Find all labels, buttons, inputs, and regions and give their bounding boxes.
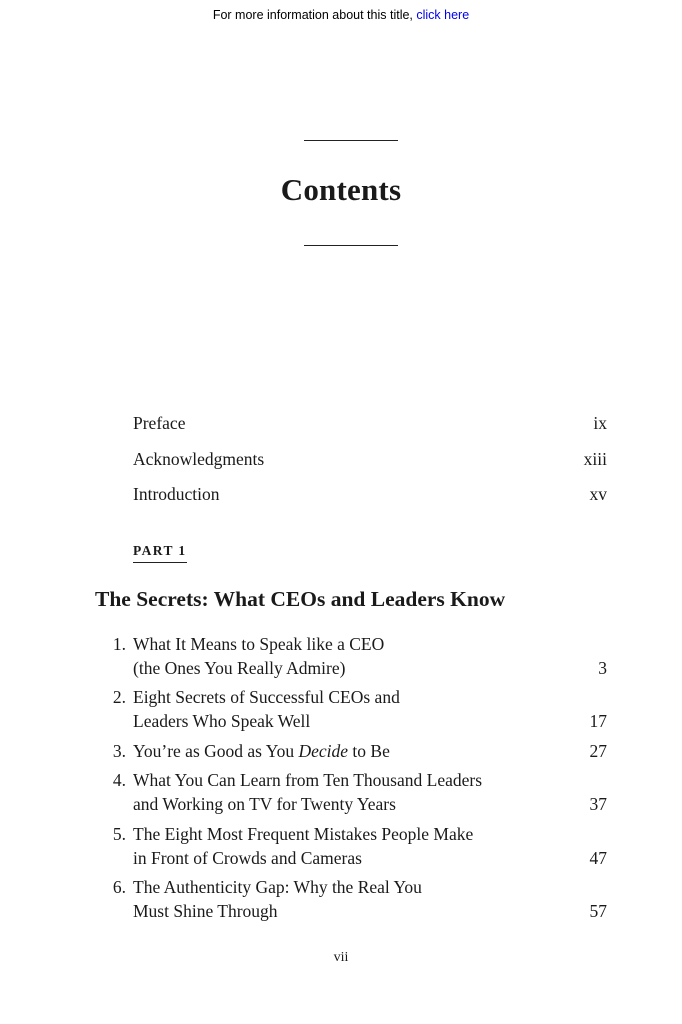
- top-note: [0, 8, 682, 22]
- toc-entry-label: Acknowledgments: [133, 449, 265, 469]
- chapter-title-part-b: to Be: [348, 741, 390, 761]
- top-note-text: For more information about this title,: [212, 8, 417, 22]
- chapter-title-line-1: What You Can Learn from Ten Thousand Leaders: [133, 770, 483, 790]
- chapter-number: 1.: [112, 634, 126, 654]
- chapter-number: 2.: [112, 687, 126, 707]
- toc-chapter-4[interactable]: [100, 768, 607, 816]
- chapter-title-line-2: and Working on TV for Twenty Years: [133, 794, 396, 814]
- toc-entry-label: Introduction: [133, 484, 220, 504]
- chapter-number: 3.: [112, 741, 126, 761]
- chapter-title-line-2: Must Shine Through: [133, 901, 278, 921]
- toc-entry-page: xv: [589, 484, 607, 504]
- toc-entry-preface[interactable]: [133, 413, 607, 437]
- toc-entry-page: xiii: [583, 449, 607, 469]
- chapter-title-line-2: (the Ones You Really Admire): [133, 658, 346, 678]
- chapter-title-part-a: You’re as Good as You: [133, 741, 299, 761]
- toc-chapter-1[interactable]: [100, 632, 607, 680]
- page-number: vii: [333, 950, 349, 965]
- chapter-number: 6.: [112, 877, 126, 897]
- chapter-title-line-1: The Eight Most Frequent Mistakes People Make: [133, 824, 474, 844]
- chapter-title-emphasis: Decide: [298, 741, 349, 761]
- chapter-title-line-1: What It Means to Speak like a CEO: [133, 634, 385, 654]
- chapter-page: 27: [589, 741, 607, 761]
- chapter-page: 17: [589, 711, 607, 731]
- toc-entry-label: Preface: [133, 413, 186, 433]
- chapter-page: 37: [589, 794, 607, 814]
- toc-chapter-6[interactable]: [100, 875, 607, 923]
- chapter-title-line-2: Leaders Who Speak Well: [133, 711, 311, 731]
- part-label: PART 1: [133, 543, 187, 563]
- chapter-page: 47: [589, 848, 607, 868]
- chapter-title-line-2: in Front of Crowds and Cameras: [133, 848, 362, 868]
- chapter-title-line-1: The Authenticity Gap: Why the Real You: [133, 877, 422, 897]
- chapter-page: 3: [598, 658, 607, 678]
- chapter-title-line-1: Eight Secrets of Successful CEOs and: [133, 687, 400, 707]
- toc-entry-acknowledgments[interactable]: [133, 449, 607, 473]
- toc-entry-page: ix: [593, 413, 607, 433]
- toc-chapter-5[interactable]: [100, 822, 607, 870]
- page-title: Contents: [280, 172, 402, 207]
- chapter-page: 57: [589, 901, 607, 921]
- toc-chapter-3[interactable]: [100, 739, 607, 763]
- toc-entry-introduction[interactable]: [133, 484, 607, 508]
- chapter-number: 4.: [112, 770, 126, 790]
- part-title: The Secrets: What CEOs and Leaders Know: [95, 587, 506, 611]
- title-rule-bottom: [304, 245, 398, 246]
- chapter-title-line-1: [133, 739, 573, 763]
- toc-chapter-2[interactable]: [100, 685, 607, 733]
- click-here-link[interactable]: click here: [416, 8, 470, 22]
- title-rule-top: [304, 140, 398, 141]
- chapter-number: 5.: [112, 824, 126, 844]
